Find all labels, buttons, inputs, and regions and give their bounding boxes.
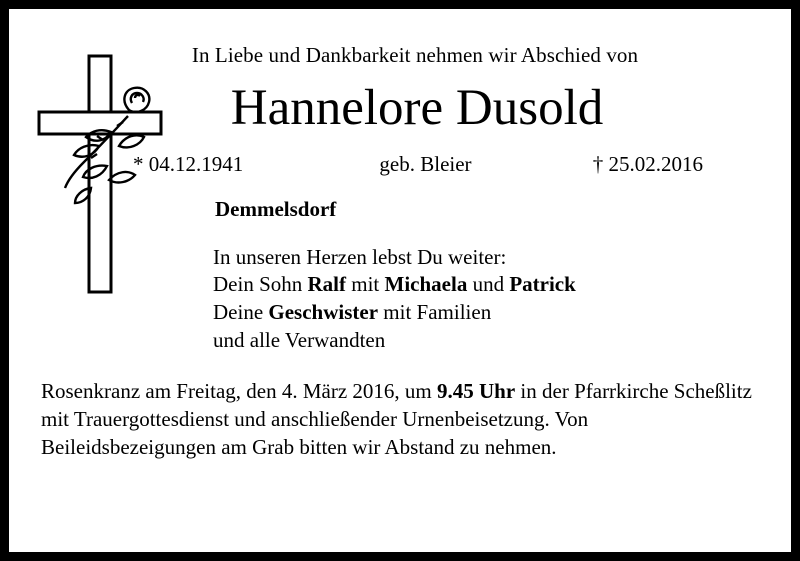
service-time: 9.45 Uhr xyxy=(437,379,516,404)
survivor-ralf: Ralf xyxy=(307,272,346,297)
cross-with-rose-icon xyxy=(33,54,183,294)
verse-line-3-pre: Deine xyxy=(213,299,269,324)
birth-date: * 04.12.1941 xyxy=(133,151,244,176)
obituary-inner xyxy=(9,9,791,552)
maiden-name: geb. Bleier xyxy=(379,151,472,176)
place-name: Demmelsdorf xyxy=(215,196,337,221)
deceased-name: Hannelore Dusold xyxy=(230,80,604,136)
headline-text: In Liebe und Dankbarkeit nehmen wir Abschied von xyxy=(191,43,639,67)
survivor-patrick: Patrick xyxy=(509,272,576,297)
service-details-post: in der Pfarrkirche Scheßlitz mit Trauergottesdienst und anschließender Urnenbeisetzung. Von Beileidsbezeigungen am Grab bitten wir Abstand zu nehmen. xyxy=(41,379,752,460)
service-details-pre: Rosenkranz am Freitag, den 4. März 2016, um xyxy=(41,379,437,404)
verse-line-3-post: mit Familien xyxy=(378,299,492,324)
verse-line-2-mid2: und xyxy=(467,272,510,297)
cross-rose-graphic xyxy=(33,54,183,294)
verse-line-1: In unseren Herzen lebst Du weiter: xyxy=(213,244,507,269)
verse-line-4: und alle Verwandten xyxy=(213,327,386,352)
verse-line-2-pre: Dein Sohn xyxy=(213,272,308,297)
survivor-michaela: Michaela xyxy=(384,272,468,297)
verse-line-3 xyxy=(213,299,771,327)
verse-line-2-mid1: mit xyxy=(346,272,385,297)
survivor-geschwister: Geschwister xyxy=(268,299,379,324)
death-date: † 25.02.2016 xyxy=(592,151,703,176)
service-details xyxy=(29,378,771,462)
verse-line-2 xyxy=(213,271,771,299)
